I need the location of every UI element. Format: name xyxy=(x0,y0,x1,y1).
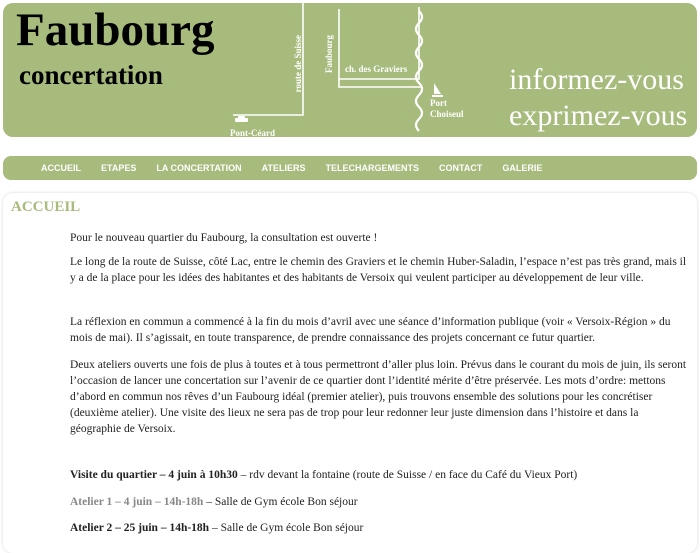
nav-item-concertation[interactable]: LA CONCERTATION xyxy=(156,163,242,173)
intro-paragraph: Pour le nouveau quartier du Faubourg, la consultation est ouverte ! xyxy=(70,232,378,244)
nav-list xyxy=(41,156,562,180)
map-label-port: Port xyxy=(430,98,447,108)
event-atelier-1-detail: – Salle de Gym école Bon séjour xyxy=(203,496,358,508)
page-title: ACCUEIL xyxy=(11,199,81,215)
site-subtitle: concertation xyxy=(19,60,163,90)
nav-item-etapes[interactable]: ETAPES xyxy=(101,163,137,173)
header-banner xyxy=(3,3,697,137)
context-paragraph: Le long de la route de Suisse, côté Lac, entre le chemin des Graviers et le chemin Huber-Saladin, l’espace n’est pas très grand, mais il y a de la place pour les idées des habitantes et des habitants de Versoix qui veulent participer au développement de leur ville. xyxy=(70,256,687,284)
nav-item-contact[interactable]: CONTACT xyxy=(439,163,483,173)
event-atelier-2-label: Atelier 2 – 25 juin – 14h-18h xyxy=(70,522,210,534)
event-atelier-2-detail: – Salle de Gym école Bon séjour xyxy=(209,522,364,534)
event-atelier-1-label: Atelier 1 – 4 juin – 14h-18h xyxy=(70,496,204,508)
nav-item-galerie[interactable]: GALERIE xyxy=(502,163,543,173)
event-visite-detail: – rdv devant la fontaine (route de Suisse / en face du Café du Vieux Port) xyxy=(237,469,578,481)
tagline-informez: informez-vous xyxy=(509,63,684,96)
site-title: Faubourg xyxy=(16,4,215,56)
event-visite-label: Visite du quartier – 4 juin à 10h30 xyxy=(70,469,238,481)
graviers-road-line xyxy=(339,79,421,87)
nav-item-accueil[interactable]: ACCUEIL xyxy=(41,163,81,173)
map-label-choiseul: Choiseul xyxy=(430,109,464,119)
tagline-exprimez: exprimez-vous xyxy=(509,99,688,132)
sailboat-icon xyxy=(432,83,443,97)
site-map-illustration xyxy=(225,3,515,137)
main-navigation xyxy=(3,156,697,180)
workshops-paragraph: Deux ateliers ouverts une fois de plus à toutes et à tous permettront d’aller plus loin. Prévus dans le courant du mois de juin, ils seront l’occasion de lancer une concertation sur l’avenir de ce quartier dont l’identité mérite d’être préservée. Les mots d’ordre: mettons d’abord en commun nos rêves d’un Faubourg idéal (premier atelier), puis trouvons ensemble des solutions pour les concrétiser (deuxième atelier). Une visite des lieux ne sera pas de trop pour leur redonner leur juste dimension dans l’histoire et dans la géographie de Versoix. xyxy=(70,359,687,435)
reflection-paragraph: La réflexion en commun a commencé à la fin du mois d’avril avec une séance d’information publique (voir « Versoix-Région » du mois de mai). Il s’agissait, en toute transparence, de prendre connaissance des projets concernant ce futur quartier. xyxy=(70,316,671,344)
event-atelier-2 xyxy=(70,520,692,536)
nav-item-telechargements[interactable]: TELECHARGEMENTS xyxy=(325,163,420,173)
nav-item-ateliers[interactable]: ATELIERS xyxy=(261,163,306,173)
map-label-faubourg: Faubourg xyxy=(324,35,334,74)
map-label-pont-ceard: Pont-Céard xyxy=(230,128,275,137)
map-label-route-suisse: route de Suisse xyxy=(293,35,303,93)
car-icon xyxy=(235,116,248,122)
map-label-graviers: ch. des Graviers xyxy=(345,64,408,74)
event-visite xyxy=(70,467,692,483)
event-atelier-1 xyxy=(70,494,692,510)
